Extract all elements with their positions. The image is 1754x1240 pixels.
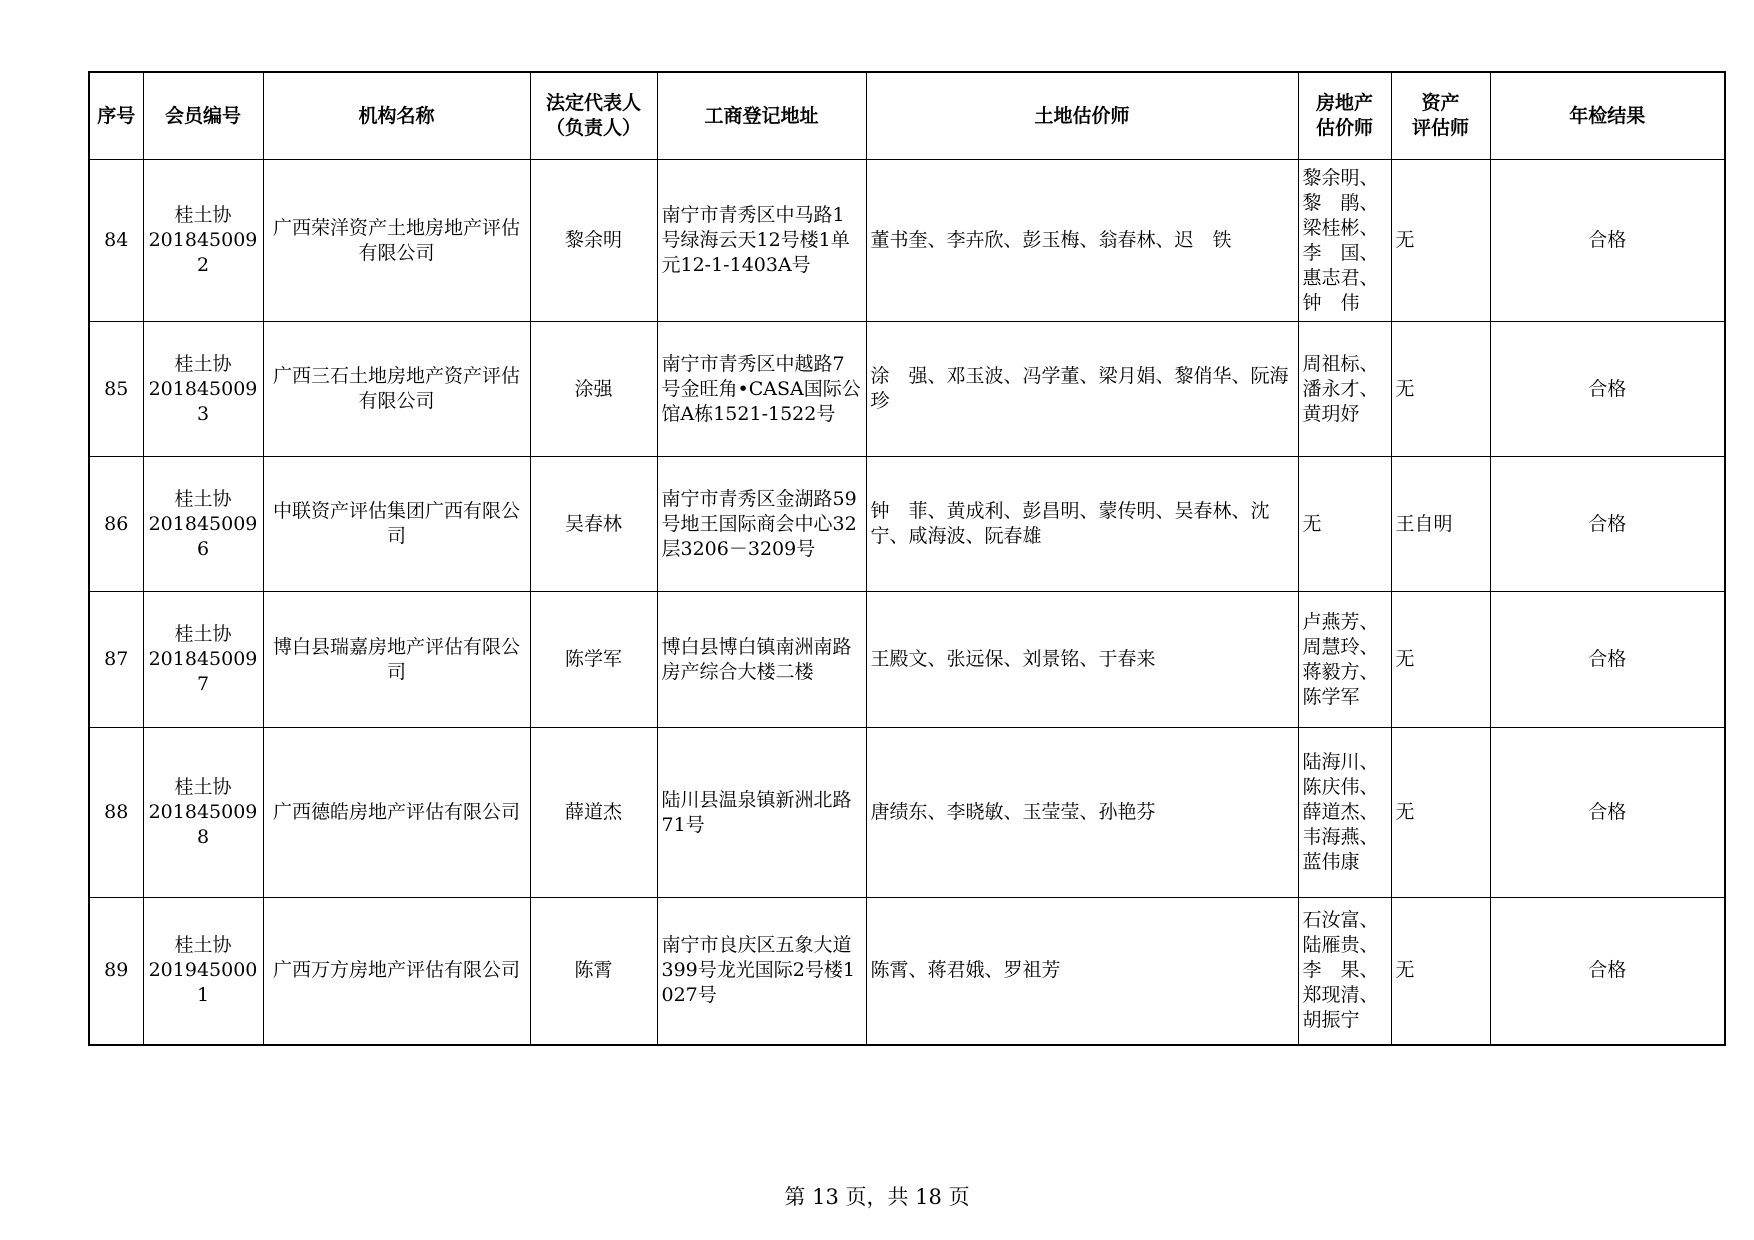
row-result: 合格 (1490, 592, 1725, 728)
header-org-name: 机构名称 (263, 72, 530, 160)
member-number: 2018450096 (148, 512, 258, 560)
row-member-no (143, 457, 263, 592)
page-number-footer: 第 13 页，共 18 页 (784, 1185, 970, 1209)
row-asset-appraisers: 无 (1391, 728, 1490, 898)
table-row (89, 728, 1725, 898)
header-address: 工商登记地址 (657, 72, 866, 160)
row-org-name: 广西万方房地产评估有限公司 (263, 898, 530, 1045)
row-result: 合格 (1490, 322, 1725, 457)
header-legal-rep (530, 72, 657, 160)
header-result: 年检结果 (1490, 72, 1725, 160)
row-address: 南宁市青秀区金湖路59号地王国际商会中心32层3206－3209号 (657, 457, 866, 592)
row-legal-rep: 黎余明 (530, 160, 657, 322)
row-asset-appraisers: 无 (1391, 160, 1490, 322)
row-seq: 88 (89, 728, 143, 898)
row-result: 合格 (1490, 160, 1725, 322)
member-prefix: 桂土协 (174, 623, 232, 645)
member-number: 2018450092 (148, 229, 258, 276)
row-seq: 86 (89, 457, 143, 592)
table-row (89, 898, 1725, 1045)
row-result: 合格 (1490, 728, 1725, 898)
row-legal-rep: 陈霄 (530, 898, 657, 1045)
row-address: 博白县博白镇南洲南路房产综合大楼二楼 (657, 592, 866, 728)
table-row (89, 322, 1725, 457)
table-header-row (89, 72, 1725, 160)
row-re-appraisers: 黎余明、黎 鹃、梁桂彬、李 国、惠志君、钟 伟 (1298, 160, 1391, 322)
row-re-appraisers: 卢燕芳、周慧玲、蒋毅方、陈学军 (1298, 592, 1391, 728)
member-prefix: 桂土协 (174, 352, 232, 375)
row-seq: 84 (89, 160, 143, 322)
row-land-appraisers: 陈霄、蒋君娥、罗祖芳 (866, 898, 1298, 1045)
table-row (89, 592, 1725, 728)
row-re-appraisers: 陆海川、陈庆伟、薛道杰、韦海燕、蓝伟康 (1298, 728, 1391, 898)
row-legal-rep: 吴春林 (530, 457, 657, 592)
row-org-name: 博白县瑞嘉房地产评估有限公司 (263, 592, 530, 728)
member-number: 2018450093 (148, 377, 258, 425)
header-re-appraisers-line1: 房地产 (1315, 92, 1373, 114)
row-org-name: 中联资产评估集团广西有限公司 (263, 457, 530, 592)
row-member-no (143, 728, 263, 898)
header-asset-appraisers (1391, 72, 1490, 160)
header-legal-rep-line1: 法定代表人 (545, 92, 641, 114)
row-address: 南宁市良庆区五象大道399号龙光国际2号楼1027号 (657, 898, 866, 1045)
row-legal-rep: 涂强 (530, 322, 657, 457)
member-prefix: 桂土协 (174, 487, 232, 510)
member-prefix: 桂土协 (174, 776, 232, 798)
row-asset-appraisers: 无 (1391, 322, 1490, 457)
header-re-appraisers-line2: 估价师 (1315, 117, 1373, 139)
table-row (89, 457, 1725, 592)
header-asset-appraisers-line2: 评估师 (1411, 117, 1469, 139)
row-asset-appraisers: 无 (1391, 592, 1490, 728)
row-member-no (143, 898, 263, 1045)
row-land-appraisers: 董书奎、李卉欣、彭玉梅、翁春林、迟 铁 (866, 160, 1298, 322)
member-prefix: 桂土协 (174, 204, 232, 226)
header-seq: 序号 (89, 72, 143, 160)
header-land-appraisers: 土地估价师 (866, 72, 1298, 160)
row-seq: 85 (89, 322, 143, 457)
row-re-appraisers: 石汝富、陆雁贵、李 果、郑现清、胡振宁 (1298, 898, 1391, 1045)
row-land-appraisers: 钟 菲、黄成利、彭昌明、蒙传明、吴春林、沈 宁、咸海波、阮春雄 (866, 457, 1298, 592)
row-legal-rep: 陈学军 (530, 592, 657, 728)
row-re-appraisers: 周祖标、潘永才、黄玥妤 (1298, 322, 1391, 457)
row-result: 合格 (1490, 898, 1725, 1045)
row-land-appraisers: 王殿文、张远保、刘景铭、于春来 (866, 592, 1298, 728)
row-seq: 87 (89, 592, 143, 728)
row-member-no (143, 322, 263, 457)
row-result: 合格 (1490, 457, 1725, 592)
row-asset-appraisers: 无 (1391, 898, 1490, 1045)
member-number: 2018450098 (148, 801, 258, 848)
row-seq: 89 (89, 898, 143, 1045)
row-address: 南宁市青秀区中越路7号金旺角•CASA国际公馆A栋1521-1522号 (657, 322, 866, 457)
row-org-name: 广西荣洋资产土地房地产评估有限公司 (263, 160, 530, 322)
header-asset-appraisers-line1: 资产 (1421, 92, 1460, 114)
row-address: 南宁市青秀区中马路1号绿海云天12号楼1单元12-1-1403A号 (657, 160, 866, 322)
header-member-no: 会员编号 (143, 72, 263, 160)
member-prefix: 桂土协 (174, 934, 232, 957)
header-re-appraisers (1298, 72, 1391, 160)
row-member-no (143, 160, 263, 322)
row-member-no (143, 592, 263, 728)
row-land-appraisers: 唐绩东、李晓敏、玉莹莹、孙艳芬 (866, 728, 1298, 898)
table-row (89, 160, 1725, 322)
row-asset-appraisers: 王自明 (1391, 457, 1490, 592)
member-number: 2019450001 (148, 959, 258, 1007)
appraisal-registry-table (88, 71, 1726, 1046)
row-org-name: 广西德皓房地产评估有限公司 (263, 728, 530, 898)
row-land-appraisers: 涂 强、邓玉波、冯学董、梁月娟、黎俏华、阮海珍 (866, 322, 1298, 457)
row-org-name: 广西三石土地房地产资产评估有限公司 (263, 322, 530, 457)
row-legal-rep: 薛道杰 (530, 728, 657, 898)
row-address: 陆川县温泉镇新洲北路71号 (657, 728, 866, 898)
header-legal-rep-line2: （负责人） (545, 117, 641, 139)
member-number: 2018450097 (148, 648, 258, 695)
row-re-appraisers: 无 (1298, 457, 1391, 592)
